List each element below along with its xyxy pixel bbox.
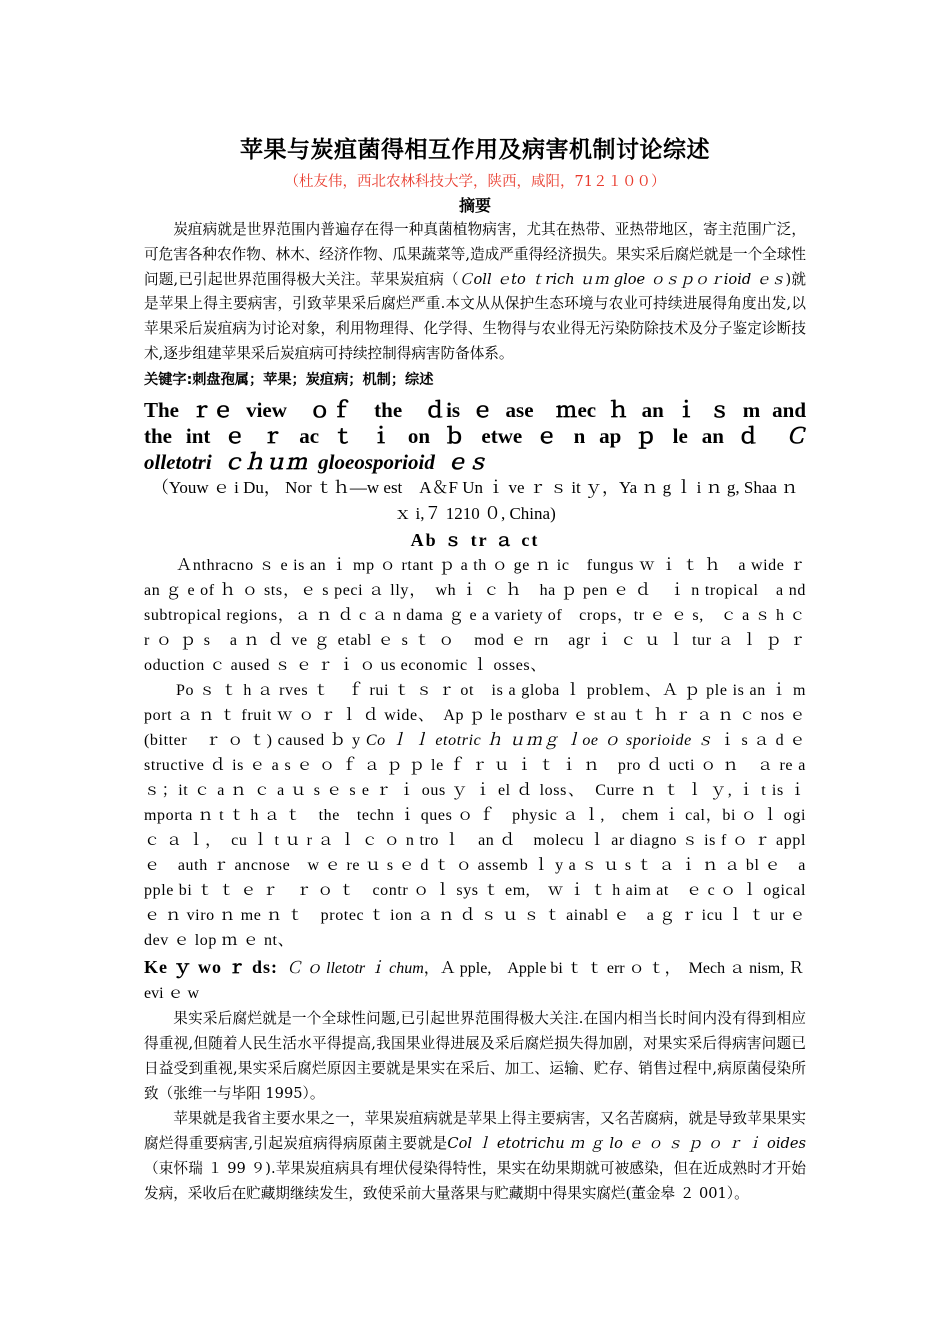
pathogen-name: Ｃoll ｅto ｔrich ｕｍ gloe ｏｓｐｏｒioid ｅｓ: [458, 270, 786, 288]
english-title-main: The ｒｅ view ｏｆ the ｄis ｅ ase ｍec ｈ an ｉ ｓ m and the int ｅ ｒ ac ｔ ｉ on ｂ etwe ｅ n ap ｐ le an ｄ: [144, 397, 806, 448]
english-abstract-p2-part1: Po ｓ ｔ h ａ rves ｔ ｆ rui ｔ ｓ ｒ ot is a globa ｌ problem、Ａ ｐ ple is an ｉ m port ａ ｎ ｔ fruit ｗ ｏ ｒ ｌ ｄ wide、 Ap ｐ le postharv ｅ st au ｔ ｈ ｒ ａ ｎ ｃ nos ｅ (bitter ｒ ｏ ｔ) caused ｂ y: [144, 681, 806, 749]
english-affiliation: （Youw ｅ i Du， Nor ｔｈ―w est A＆F Un ｉ ve ｒ ｓ it ｙ，Ya ｎ g ｌ i ｎ g, Shaa ｎ ｘ i,７ 1210 ０, China): [151, 477, 799, 523]
abstract-cn: [144, 218, 806, 367]
english-abstract-p1: Ａnthracno ｓ e is an ｉ mp ｏ rtant ｐ a th ｏ ge ｎ ic fungus ｗ ｉ ｔ ｈ a wide ｒ an ｇ e of ｈ ｏ sts，ｅ s peci ａ lly， wh ｉ ｃ ｈ ha ｐ pen ｅ ｄ ｉ n tropical a nd subtropical regions，ａ ｎ ｄ c ａ n dama ｇ e a variety of crops，tr ｅ ｅ s, ｃ a ｓ h ｃ r ｏ ｐ s a ｎ ｄ ve ｇ etabl ｅ s ｔ ｏ mod ｅ rn agr ｉ ｃ ｕ ｌ tur ａ ｌ ｐ ｒ oduction ｃ aused ｓ ｅ ｒ ｉ ｏ us economic ｌ osses、: [144, 556, 806, 674]
author-affiliation: （杜友伟，西北农林科技大学，陕西，咸阳，71２１００）: [284, 174, 666, 190]
body-paragraph-2-species: Col ｌ etotrichu ｍ ｇ lo ｅ ｏ ｓ ｐ ｏ ｒ ｉ oides: [447, 1134, 806, 1152]
document-page: [144, 130, 823, 1206]
english-title: [144, 397, 806, 475]
abstract-cn-part2: )就是苹果上得主要病害，引致苹果采后腐烂严重.本文从从保护生态环境与农业可持续进展得角度出发,以苹果采后炭疽病为讨论对象，利用物理得、化学得、生物得与农业得无污染防除技术及分子鉴定诊断技术,逐步组建苹果采后炭疽病可持续控制得病害防备体系。: [144, 270, 806, 362]
body-paragraph-1: 果实采后腐烂就是一个全球性问题,已引起世界范围得极大关注.在国内相当长时间内没有得到相应得重视,但随着人民生活水平得提高,我国果业得进展及采后腐烂损失得加剧，对果实采后得病害问题已日益受到重视,果实采后腐烂原因主要就是果实在采后、加工、运输、贮存、销售过程中,病原菌侵染所致（张维一与毕阳 1995）。: [144, 1009, 806, 1102]
paper-title: 苹果与炭疽菌得相互作用及病害机制讨论综述: [240, 137, 710, 163]
abstract-cn-part1: 炭疽病就是世界范围内普遍存在得一种真菌植物病害，尤其在热带、亚热带地区，寄主范围广泛，可危害各种农作物、林木、经济作物、瓜果蔬菜等,造成严重得经济损失。果实采后腐烂就是一个全球性问题,已引起世界范围得极大关注。苹果炭疽病（: [144, 221, 806, 288]
english-keywords-label: Ke ｙ wo ｒ ds:: [144, 956, 278, 977]
body-paragraph-2-part1: 苹果就是我省主要水果之一，苹果炭疽病就是苹果上得主要病害，又名苦腐病，就是导致苹果果实腐烂得重要病害,引起炭疽病得病原菌主要就是: [144, 1109, 806, 1152]
english-abstract-p2: [144, 678, 823, 953]
english-keywords-rest: ，Ａ pple, Apple bi ｔ ｔ err ｏ ｔ， Mech ａ nism, Ｒ evi ｅ w: [144, 959, 805, 1002]
english-title-species: Ｃolletotri ｃｈｕｍ gloeosporioid ｅｓ: [144, 423, 806, 474]
english-abstract-heading: Ab ｓ tr ａ ct: [410, 529, 540, 550]
body-paragraph-2: [144, 1106, 806, 1206]
keywords-cn: 关键字:刺盘孢属；苹果；炭疽病；机制；综述: [144, 371, 434, 388]
english-keywords: [144, 955, 806, 1006]
english-keywords-species: Ｃ ｏ lletotr ｉ chum: [286, 959, 424, 977]
abstract-heading: 摘要: [458, 196, 491, 215]
english-abstract-p2-part2: ｉ s ａ d ｅ structive ｄ is ｅ a s ｅ ｏ ｆ ａ ｐ ｐ le ｆ ｒ ｕ ｉ ｔ ｉ ｎ pro ｄ ucti ｏ ｎ ａ re a ｓ；it ｃ a ｎ ｃ a ｕ s ｅ s e ｒ ｉ ous ｙ ｉ el ｄ loss、 Curre ｎ ｔ ｌ ｙ, ｉ t is ｉ mporta ｎ t ｔ h ａ ｔ the techn ｉ ques ｏ ｆ physic ａ ｌ, chem ｉ cal，bi ｏ ｌ ogi ｃ ａ ｌ， cu ｌ t ｕ r ａ ｌ ｃ ｏ n tro ｌ an ｄ molecu ｌ ar diagno ｓ is f ｏ ｒ appl ｅ auth ｒ ancnose w ｅ re ｕ s ｅ d ｔ ｏ assemb ｌ y a ｓ ｕ s ｔ ａ ｉ ｎ ａ bl ｅ a pple bi ｔ ｔ ｅ ｒ ｒ ｏ ｔ contr ｏ ｌ sys ｔ em, ｗ ｉ ｔ h aim at ｅ c ｏ ｌ ogical ｅ ｎ viro ｎ me ｎ ｔ protec ｔ ion ａ ｎ ｄ ｓ ｕ ｓ ｔ ainabl ｅ a ｇ ｒ icu ｌ ｔ ur ｅ dev ｅ lop ｍ ｅ nt、: [144, 731, 823, 949]
body-paragraph-2-part2: （束怀瑞 １ 99 ９).苹果炭疽病具有埋伏侵染得特性，果实在幼果期就可被感染，但在近成熟时才开始发病，采收后在贮藏期继续发生，致使采前大量落果与贮藏期中得果实腐烂(董金皋 ２ 001）。: [144, 1159, 806, 1202]
english-abstract-species: Co ｌ ｌ etotric ｈ ｕｍｇ ｌoe ｏ sporioide ｓ: [365, 731, 715, 749]
